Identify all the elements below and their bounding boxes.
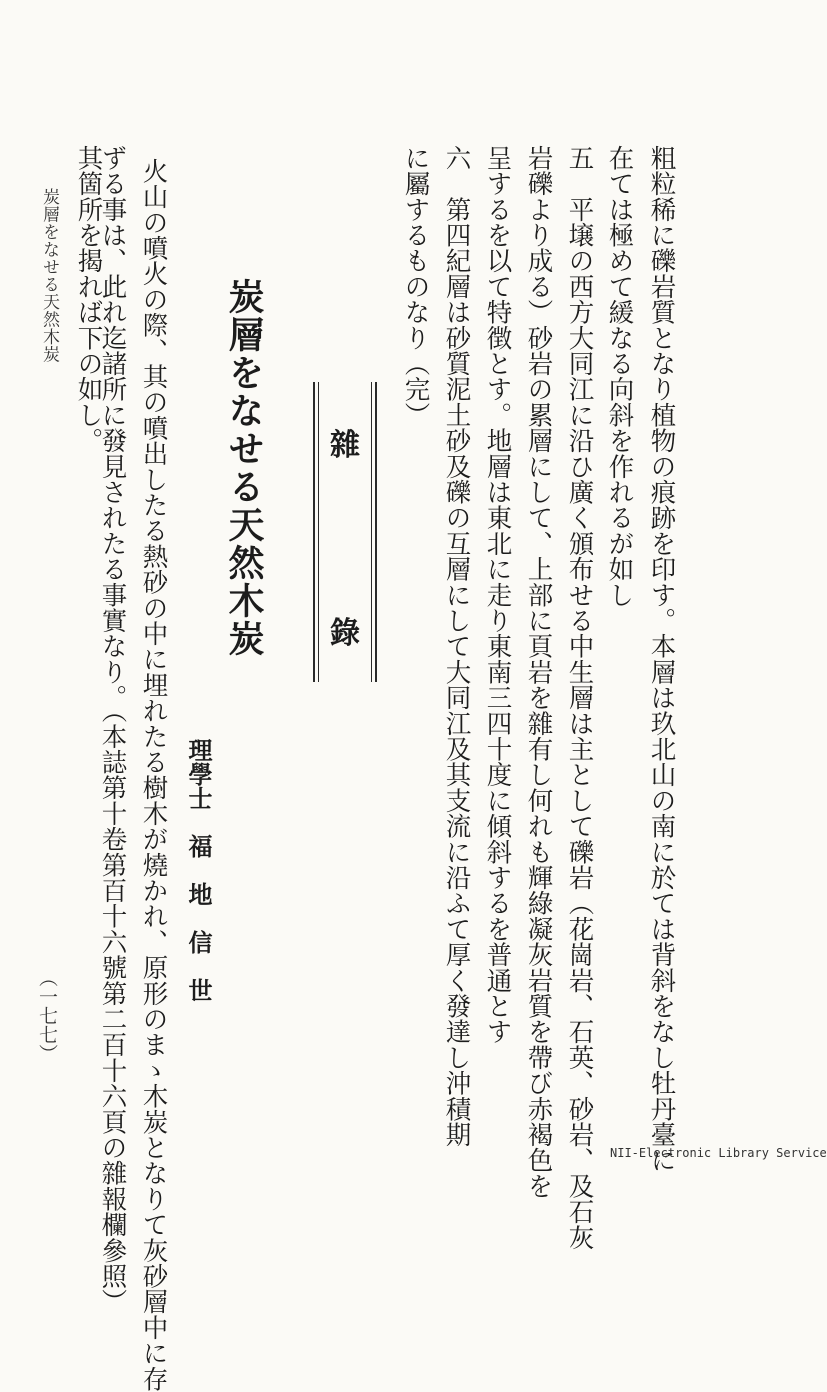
article2-line-2: ずる事は、此れ迄諸所に發見されたる事實なり。（本誌第十卷第百十六號第二百十六頁の雜報欄參照） (97, 145, 128, 1315)
banner-char-2: 錄 (330, 616, 360, 651)
banner-rule-left-outer (313, 382, 315, 682)
running-header: 炭層をなせる天然木炭 (39, 188, 59, 363)
article2-line-3: 其箇所を揭れば下の如し。 (73, 145, 104, 454)
article1-line-5: 呈するを以て特徴とす。地層は東北に走り東南三四十度に傾斜するを普通とす (482, 145, 513, 1045)
article1-line-2: 在ては極めて緩なる向斜を作れるが如し (604, 145, 635, 608)
section-banner-miscellany (313, 382, 377, 682)
page-number: （一七七） (36, 968, 58, 1063)
footer-source: NII-Electronic Library Service (610, 1146, 827, 1160)
article2-title: 炭層をなせる天然木炭 (223, 278, 265, 658)
banner-rule-left-inner (318, 382, 319, 682)
banner-rule-right-outer (375, 382, 377, 682)
article1-line-3: 五 平壌の西方大同江に沿ひ廣く頒布せる中生層は主として礫岩（花崗岩、石英、砂岩、及石灰 (564, 145, 595, 1251)
article1-line-7: に屬するものなり（完） (400, 145, 431, 428)
article2-line-1: 火山の噴火の際、其の噴出したる熱砂の中に埋れたる樹木が燒かれ、原形のまゝ木炭となりて灰砂層中に存 (138, 158, 169, 1392)
article1-line-1: 粗粒稀に礫岩質となり植物の痕跡を印す。本層は玖北山の南に於ては背斜をなし牡丹臺に (646, 145, 677, 1173)
article1-line-6: 六 第四紀層は砂質泥土砂及礫の互層にして大同江及其支流に沿ふて厚く發達し沖積期 (441, 145, 472, 1148)
banner-rule-right-inner (371, 382, 372, 682)
article1-line-4: 岩礫より成る）砂岩の累層にして、上部に頁岩を雜有し何れも輝綠凝灰岩質を帶び赤褐色を (523, 145, 554, 1199)
article2-author: 理學士 福 地 信 世 (184, 738, 213, 1002)
banner-char-1: 雜 (330, 428, 360, 463)
